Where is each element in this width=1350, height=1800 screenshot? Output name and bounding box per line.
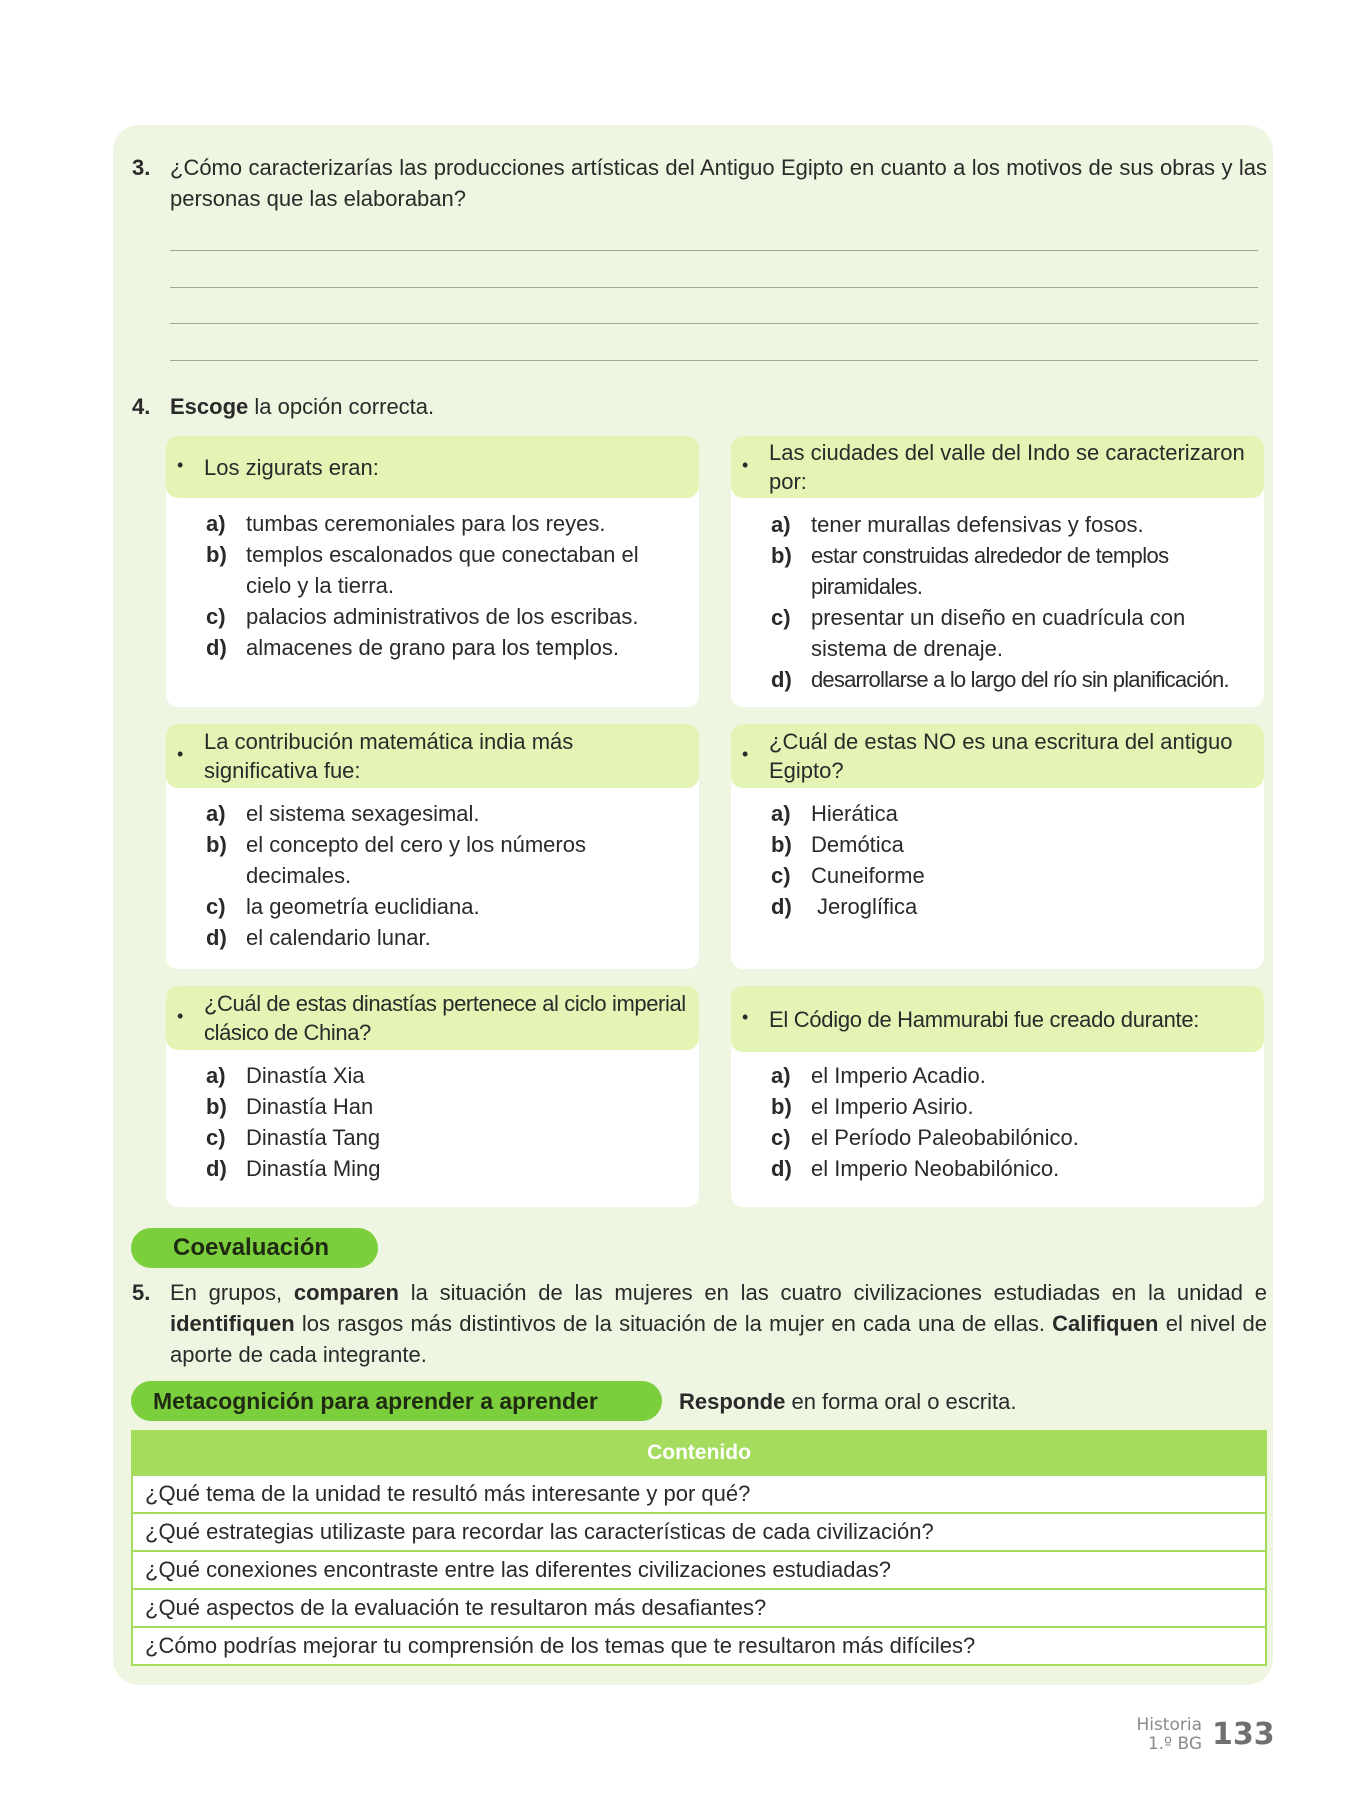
coevaluacion-label: Coevaluación (131, 1228, 378, 1268)
bullet-icon: • (742, 455, 749, 476)
option-d[interactable]: d) almacenes de grano para los templos. (206, 635, 619, 660)
option-a[interactable]: a) tener murallas defensivas y fosos. (771, 512, 1144, 537)
option-d[interactable]: d) Dinastía Ming (206, 1156, 381, 1181)
page-number: 133 (1212, 1717, 1275, 1752)
table-header: Contenido (132, 1431, 1266, 1475)
option-b[interactable]: b) estar construidas alrededor de templos piramidales. (771, 543, 1169, 599)
option-b[interactable]: b) el concepto del cero y los números decimales. (206, 832, 586, 888)
question-5-number: 5. (132, 1280, 151, 1305)
bullet-icon: • (177, 455, 184, 476)
quiz-card-india-math (166, 724, 699, 969)
option-c[interactable]: c) Cuneiforme (771, 863, 925, 888)
option-a[interactable]: a) el sistema sexagesimal. (206, 801, 480, 826)
question-4-instruction (170, 391, 770, 422)
metacognicion-label: Metacognición para aprender a aprender (131, 1381, 662, 1421)
option-list (166, 508, 699, 663)
footer-subject: Historia 1.º BG (1136, 1715, 1202, 1754)
answer-line[interactable] (170, 323, 1258, 324)
option-d[interactable]: d) el Imperio Neobabilónico. (771, 1156, 1060, 1181)
quiz-card-egypt-writing (731, 724, 1264, 969)
option-b[interactable]: b) templos escalonados que conectaban el cielo y la tierra. (206, 542, 639, 598)
table-row: ¿Qué aspectos de la evaluación te resultaron más desafiantes? (132, 1589, 1266, 1627)
option-b[interactable]: b) Demótica (771, 832, 904, 857)
card-question: • ¿Cuál de estas NO es una escritura del antiguo Egipto? (731, 724, 1264, 788)
card-question: • ¿Cuál de estas dinastías pertenece al ciclo imperial clásico de China? (166, 986, 699, 1050)
question-3-text: ¿Cómo caracterizarías las producciones artísticas del Antiguo Egipto en cuanto a los motivos de sus obras y las personas que las elaboraban? (170, 155, 1267, 211)
option-d[interactable]: d) el calendario lunar. (206, 925, 431, 950)
bullet-icon: • (177, 744, 184, 765)
table-row: ¿Qué conexiones encontraste entre las diferentes civilizaciones estudiadas? (132, 1551, 1266, 1589)
question-4-number: 4. (132, 394, 151, 419)
option-d[interactable]: d) desarrollarse a lo largo del río sin planificación. (771, 667, 1229, 692)
option-c[interactable]: c) la geometría euclidiana. (206, 894, 480, 919)
card-question: • Los zigurats eran: (166, 436, 699, 498)
table-row: ¿Qué tema de la unidad te resultó más interesante y por qué? (132, 1475, 1266, 1513)
option-list (731, 509, 1264, 695)
quiz-card-hammurabi (731, 986, 1264, 1207)
option-c[interactable]: c) Dinastía Tang (206, 1125, 381, 1150)
question-3-number: 3. (132, 155, 151, 180)
bullet-icon: • (742, 744, 749, 765)
option-list (166, 1060, 699, 1184)
option-a[interactable]: a) tumbas ceremoniales para los reyes. (206, 511, 606, 536)
option-a[interactable]: a) Dinastía Xia (206, 1063, 365, 1088)
question-5-text: En grupos, comparen la situación de las mujeres en las cuatro civilizaciones estudiadas en la unidad e identifiquen los rasgos más distintivos de la situación de la mujer en cada una de ellas. Califiquen el nivel de aporte de cada integrante. (170, 1280, 1268, 1367)
quiz-card-china-dynasty (166, 986, 699, 1207)
option-c[interactable]: c) el Período Paleobabilónico. (771, 1125, 1079, 1150)
option-list (731, 1060, 1264, 1184)
option-d[interactable]: d) Jeroglífica (771, 894, 918, 919)
option-list (166, 798, 699, 953)
option-a[interactable]: a) Hierática (771, 801, 898, 826)
quiz-card-zigurats (166, 436, 699, 707)
card-question: • La contribución matemática india más significativa fue: (166, 724, 699, 788)
table-row: ¿Cómo podrías mejorar tu comprensión de los temas que te resultaron más difíciles? (132, 1627, 1266, 1665)
card-question: • El Código de Hammurabi fue creado durante: (731, 986, 1264, 1052)
option-list (731, 798, 1264, 922)
answer-line[interactable] (170, 287, 1258, 288)
answer-line[interactable] (170, 250, 1258, 251)
table-row: ¿Qué estrategias utilizaste para recordar las características de cada civilización? (132, 1513, 1266, 1551)
bullet-icon: • (742, 1007, 749, 1028)
option-b[interactable]: b) el Imperio Asirio. (771, 1094, 974, 1119)
question-4-verb: Escoge (170, 394, 249, 419)
option-c[interactable]: c) presentar un diseño en cuadrícula con sistema de drenaje. (771, 605, 1186, 661)
bullet-icon: • (177, 1006, 183, 1027)
card-question: • Las ciudades del valle del Indo se caracterizaron por: (731, 436, 1264, 498)
metacognicion-instruction: Responde en forma oral o escrita. (679, 1389, 1017, 1414)
option-c[interactable]: c) palacios administrativos de los escribas. (206, 604, 639, 629)
quiz-card-indo-cities (731, 436, 1264, 707)
question-4-rest: la opción correcta. (248, 394, 435, 419)
reflection-table (131, 1430, 1267, 1666)
answer-line[interactable] (170, 360, 1258, 361)
option-b[interactable]: b) Dinastía Han (206, 1094, 374, 1119)
option-a[interactable]: a) el Imperio Acadio. (771, 1063, 986, 1088)
